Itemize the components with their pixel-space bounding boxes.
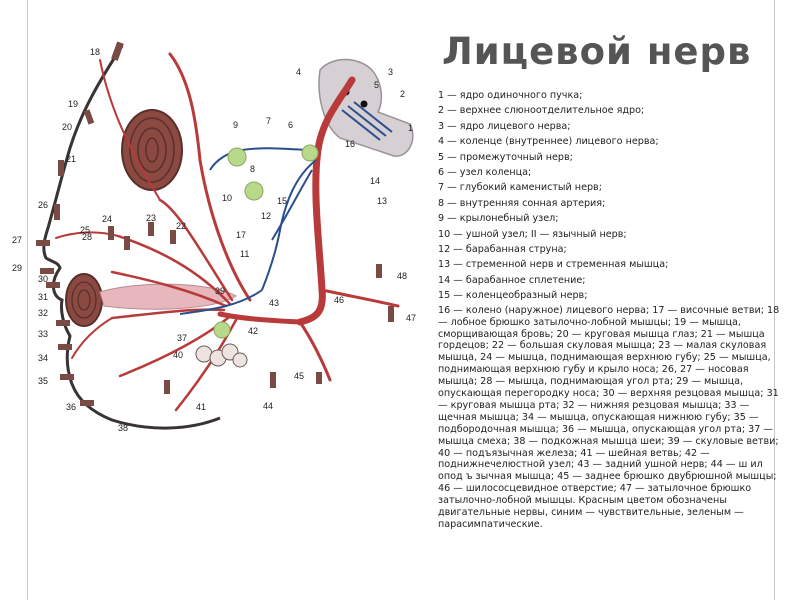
legend-item: 4 — коленце (внутреннее) лицевого нерва; (438, 136, 659, 148)
legend-item: 8 — внутренняя сонная артерия; (438, 197, 606, 209)
diagram-label-35: 35 (38, 376, 49, 386)
legend-paragraph: 16 — колено (наружное) лицевого нерва; 17 — височные ветви; 18 — лобное брюшко затылочно-лобной мышцы; 19 — мышца, сморщивающая бровь; 20 — круговая мышца глаз; 21 — мышца гордецов; 22 — большая скуловая мышца; 23 — малая скуловая мышца, 24 — мышца, поднимающая верхнюю губу; 25 — мышца, поднимающая верхнюю губу и крыло носа; 26, 27 — носовая мышца; 28 — мышца, поднимающая угол рта; 29 — мышца, опускающая перегородку носа; 30 — верхняя резцовая мышца; 31 — круговая мышца рта; 32 — нижняя резцовая мышца; 33 — щечная мышца; 34 — мышца, опускающая нижнюю губу; 35 — подбородочная мышца; 36 — мышца, опускающая угол рта; 37 — мышца смеха; 38 — подкожная мышца шеи; 39 — скуловые ветви; 40 — подъязычная железа; 41 — шейная ветвь; 42 — поднижнечелюстной узел; 43 — задний ушной нерв; 44 — ш ил опод ъ зычная мышца; 45 — заднее брюшко двубрюшной мышцы; 46 — шилососцевидное отверстие; 47 — затылочное брюшко затылочно-лобной мышцы. Красным цветом обозначены двигательные нервы, синим — чувствительные, зеленым — парасимпатические. (438, 304, 780, 530)
legend-item: 3 — ядро лицевого нерва; (438, 120, 571, 132)
diagram-label-38: 38 (118, 423, 129, 433)
diagram-label-12: 12 (261, 211, 272, 221)
diagram-label-1: 1 (408, 123, 414, 133)
diagram-label-33: 33 (38, 329, 49, 339)
legend-item: 1 — ядро одиночного пучка; (438, 90, 583, 101)
diagram-label-25: 25 (80, 225, 91, 235)
legend-item: 14 — барабанное сплетение; (438, 274, 586, 286)
legend-item: 15 — коленцеобразный нерв; (438, 290, 588, 302)
diagram-label-22: 22 (176, 221, 187, 231)
diagram-label-14: 14 (370, 176, 381, 186)
diagram-label-41: 41 (196, 402, 207, 412)
legend-item: 9 — крылонебный узел; (438, 213, 559, 225)
diagram-label-13: 13 (377, 196, 388, 206)
diagram-label-31: 31 (38, 292, 49, 302)
diagram-label-42: 42 (248, 326, 259, 336)
diagram-label-34: 34 (38, 353, 49, 363)
diagram-label-24: 24 (102, 214, 113, 224)
diagram-label-39: 39 (215, 286, 226, 296)
legend-item: 13 — стременной нерв и стременная мышца; (438, 259, 669, 271)
diagram-label-47: 47 (406, 313, 417, 323)
diagram-label-27: 27 (12, 235, 23, 245)
diagram-label-32: 32 (38, 308, 49, 318)
diagram-label-11: 11 (240, 249, 250, 259)
diagram-label-17: 17 (236, 230, 247, 240)
legend-item: 10 — ушной узел; II — язычный нерв; (438, 228, 627, 240)
legend-item: 12 — барабанная струна; (438, 244, 567, 256)
diagram-label-4: 4 (296, 67, 302, 77)
diagram-label-10: 10 (222, 193, 233, 203)
diagram-label-21: 21 (66, 154, 77, 164)
diagram-label-23: 23 (146, 213, 157, 223)
diagram-label-37: 37 (177, 333, 188, 343)
diagram-label-20: 20 (62, 122, 73, 132)
diagram-label-46: 46 (334, 295, 345, 305)
diagram-label-28: 28 (82, 232, 93, 242)
diagram-label-3: 3 (388, 67, 394, 77)
diagram-label-9: 9 (233, 120, 239, 130)
legend-item: 2 — верхнее слюноотделительное ядро; (438, 105, 645, 117)
diagram-label-26: 26 (38, 200, 49, 210)
mouth-muscle-ring (66, 274, 102, 326)
page-title: Лицевой нерв (442, 30, 752, 73)
diagram-label-6: 6 (288, 120, 294, 130)
diagram-label-19: 19 (68, 99, 79, 109)
diagram-label-29: 29 (12, 263, 23, 273)
diagram-label-2: 2 (400, 89, 406, 99)
diagram-label-36: 36 (66, 402, 77, 412)
diagram-label-43: 43 (269, 298, 280, 308)
legend-item: 7 — глубокий каменистый нерв; (438, 182, 602, 194)
diagram-label-7: 7 (266, 116, 272, 126)
diagram-label-5: 5 (374, 80, 380, 90)
diagram-label-30: 30 (38, 274, 49, 284)
legend (438, 88, 783, 531)
diagram-label-16: 16 (345, 139, 356, 149)
diagram-label-44: 44 (263, 401, 274, 411)
diagram-label-8: 8 (250, 164, 256, 174)
diagram-label-45: 45 (294, 371, 305, 381)
legend-item: 6 — узел коленца; (438, 167, 532, 179)
diagram-label-15: 15 (277, 196, 288, 206)
diagram-label-48: 48 (397, 271, 408, 281)
diagram-label-18: 18 (90, 47, 101, 57)
legend-item: 5 — промежуточный нерв; (438, 151, 573, 163)
diagram-label-40: 40 (173, 350, 184, 360)
